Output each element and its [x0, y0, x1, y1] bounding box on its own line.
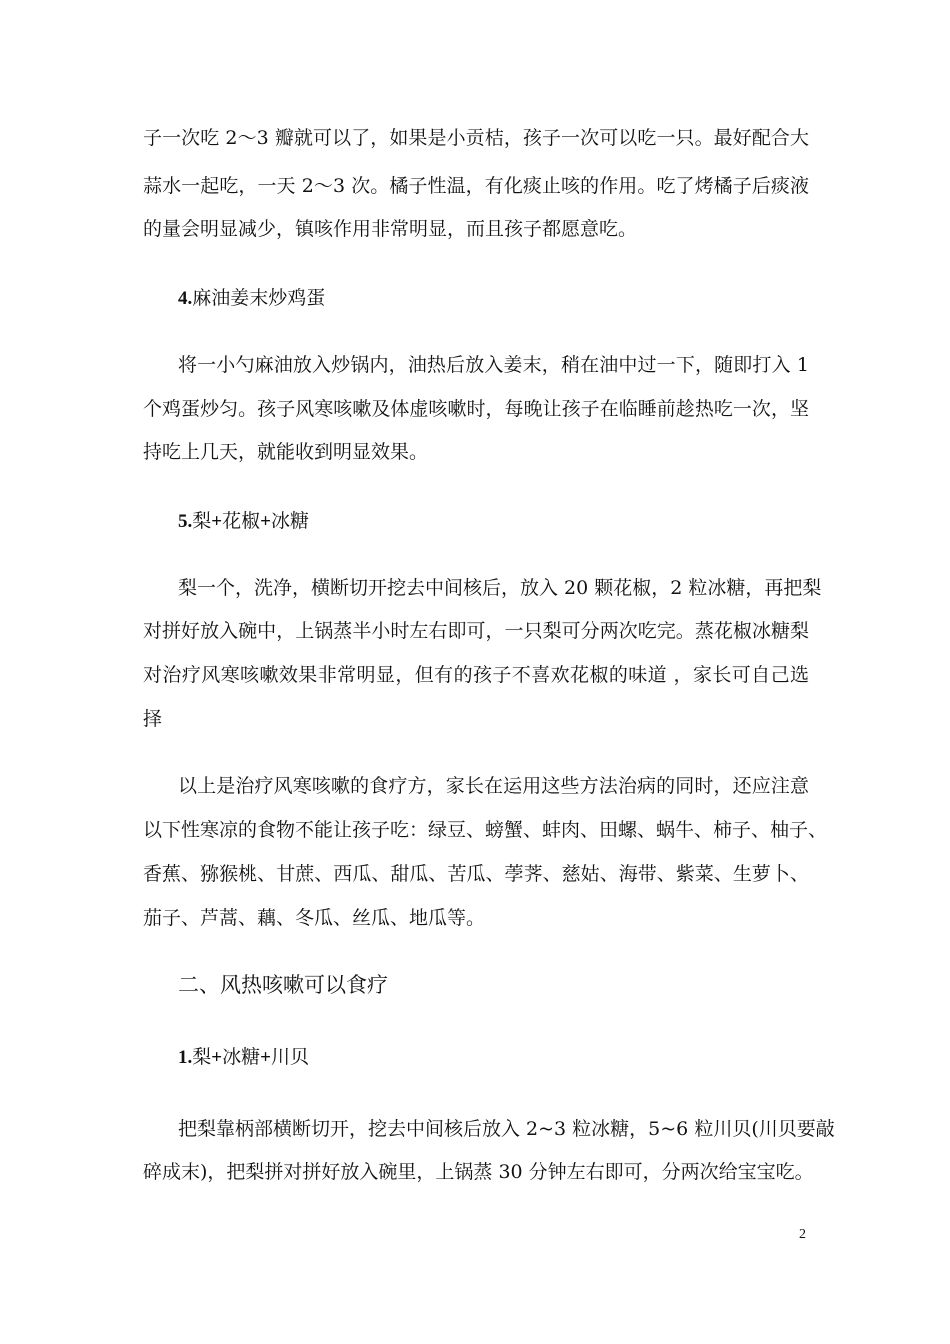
recipe-title-part: 川贝 — [270, 1046, 309, 1068]
paragraph-line: 择 — [143, 708, 163, 730]
paragraph-line: 的量会明显减少，镇咳作用非常明显，而且孩子都愿意吃。 — [143, 218, 638, 240]
recipe-title-part: 梨 — [192, 510, 212, 532]
paragraph-line: 以上是治疗风寒咳嗽的食疗方，家长在运用这些方法治病的同时，还应注意 — [178, 775, 809, 797]
recipe-title-part: 冰糖 — [222, 1046, 261, 1068]
section-heading: 二、风热咳嗽可以食疗 — [178, 973, 388, 997]
paragraph-line: 碎成末)，把梨拼对拼好放入碗里，上锅蒸 30 分钟左右即可，分两次给宝宝吃。 — [143, 1161, 814, 1183]
paragraph-line: 个鸡蛋炒匀。孩子风寒咳嗽及体虚咳嗽时，每晚让孩子在临睡前趁热吃一次，坚 — [143, 398, 809, 420]
paragraph-line: 把梨靠柄部横断切开，挖去中间核后放入 2~3 粒冰糖，5~6 粒川贝(川贝要敲 — [178, 1118, 835, 1140]
paragraph-line: 梨一个，洗净，横断切开挖去中间核后，放入 20 颗花椒，2 粒冰糖，再把梨 — [178, 577, 822, 599]
recipe-title-part: 梨 — [192, 1046, 212, 1068]
paragraph-line: 香蕉、猕猴桃、甘蔗、西瓜、甜瓜、苦瓜、荸荠、慈姑、海带、紫菜、生萝卜、 — [143, 863, 809, 885]
recipe-title-part: 冰糖 — [270, 510, 309, 532]
recipe-title-part: 花椒 — [222, 510, 261, 532]
recipe-number: 1. — [178, 1047, 193, 1068]
paragraph-line: 以下性寒凉的食物不能让孩子吃：绿豆、螃蟹、蚌肉、田螺、蜗牛、柿子、柚子、 — [143, 819, 828, 841]
paragraph-line: 将一小勺麻油放入炒锅内，油热后放入姜末，稍在油中过一下，随即打入 1 — [178, 354, 809, 376]
recipe-number: 4. — [178, 288, 193, 309]
recipe-number: 5. — [178, 511, 193, 532]
plus-sign: + — [211, 1047, 223, 1068]
paragraph-line: 对治疗风寒咳嗽效果非常明显，但有的孩子不喜欢花椒的味道 ，家长可自己选 — [143, 664, 809, 686]
plus-sign: + — [211, 511, 223, 532]
paragraph-line: 对拼好放入碗中，上锅蒸半小时左右即可，一只梨可分两次吃完。蒸花椒冰糖梨 — [143, 620, 809, 642]
plus-sign: + — [260, 511, 271, 532]
recipe-heading — [178, 286, 325, 311]
paragraph-line: 持吃上几天，就能收到明显效果。 — [143, 441, 429, 463]
page-number: 2 — [799, 1227, 806, 1242]
recipe-heading — [178, 509, 309, 534]
paragraph-line: 子一次吃 2～3 瓣就可以了，如果是小贡桔，孩子一次可以吃一只。最好配合大 — [143, 127, 809, 149]
plus-sign: + — [260, 1047, 271, 1068]
paragraph-line: 蒜水一起吃，一天 2～3 次。橘子性温，有化痰止咳的作用。吃了烤橘子后痰液 — [143, 175, 809, 197]
paragraph-line: 茄子、芦蒿、藕、冬瓜、丝瓜、地瓜等。 — [143, 907, 486, 929]
recipe-heading — [178, 1045, 309, 1070]
recipe-title: 麻油姜末炒鸡蛋 — [192, 287, 326, 309]
